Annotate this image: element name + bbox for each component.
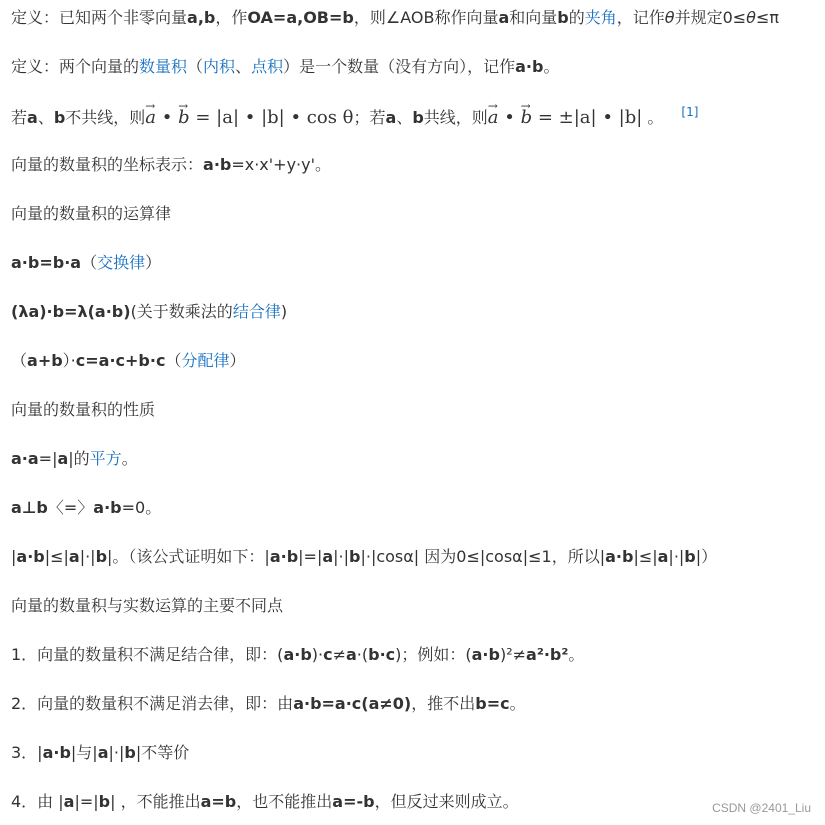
vector-symbol: → b [521, 108, 533, 128]
watermark: CSDN @2401_Liu [712, 801, 811, 815]
text-run: ) [280, 302, 288, 321]
bold-term: a=b [200, 792, 237, 811]
bold-term: b [349, 547, 361, 566]
math-formula: • [156, 107, 179, 128]
bold-term: a·a [11, 449, 39, 468]
text-run: 定义：两个向量的 [11, 57, 140, 76]
vector-symbol: → a [488, 108, 499, 128]
text-line [11, 400, 155, 420]
bold-term: a·b [42, 743, 71, 762]
bold-term: a·b [203, 155, 232, 174]
math-formula: = ±|a| • |b| [532, 107, 643, 128]
encyclopedia-link[interactable]: 交换律 [97, 253, 146, 272]
bold-term: b [412, 108, 424, 127]
bold-term: a·b [515, 57, 544, 76]
text-run: |·| [668, 547, 685, 566]
text-run: （ [187, 57, 204, 76]
text-line [11, 105, 699, 128]
text-run: 。 [509, 694, 526, 713]
bold-term: a·b [605, 547, 634, 566]
text-run: 向量的数量积的性质 [11, 400, 156, 419]
text-run: ≠ [332, 645, 346, 664]
text-line [11, 596, 283, 616]
text-run: 、 [235, 57, 252, 76]
bold-term: a [657, 547, 669, 566]
text-run: 1．向量的数量积不满足结合律，即：( [11, 645, 284, 664]
text-line [11, 302, 287, 322]
text-line [11, 792, 519, 812]
text-line [11, 253, 161, 273]
text-run: |=| [74, 792, 99, 811]
text-run: |≤| [44, 547, 69, 566]
text-run: ） [145, 253, 162, 272]
text-run: 、 [37, 108, 54, 127]
text-run: | ，不能推出 [110, 792, 201, 811]
bold-term: a·b [93, 498, 122, 517]
text-line [11, 57, 559, 77]
text-run: ·( [356, 645, 369, 664]
bold-term: b [53, 108, 66, 127]
vector-symbol: → b [178, 108, 190, 128]
encyclopedia-link[interactable]: 分配律 [181, 351, 230, 370]
text-run: |。（该公式证明如下：| [107, 547, 270, 566]
bold-term: a·b [269, 547, 299, 566]
text-run: ，也不能推出 [236, 792, 333, 811]
text-run: 向量的数量积的运算律 [11, 204, 172, 223]
text-run: 不共线，则 [65, 108, 146, 127]
bold-term: a·b [16, 547, 45, 566]
text-run: |≤| [633, 547, 658, 566]
text-run: |的 [68, 449, 90, 468]
text-run: 并规定0≤ [674, 8, 747, 27]
encyclopedia-link[interactable]: 夹角 [584, 8, 617, 27]
text-line [11, 645, 584, 665]
bold-term: a [63, 792, 75, 811]
text-run: 2．向量的数量积不满足消去律，即：由 [11, 694, 294, 713]
text-line [11, 351, 245, 371]
text-run: ） [229, 351, 246, 370]
text-run: 。 [642, 108, 664, 127]
encyclopedia-link[interactable]: 结合律 [232, 302, 281, 321]
text-run: =0。 [121, 498, 162, 517]
bold-term: a·b [471, 645, 500, 664]
text-run: |与| [70, 743, 98, 762]
text-run: 共线，则 [423, 108, 488, 127]
encyclopedia-link[interactable]: 数量积 [139, 57, 188, 76]
bold-term: a·b [283, 645, 312, 664]
encyclopedia-link[interactable]: 平方 [89, 449, 122, 468]
text-line [11, 547, 717, 567]
text-run: （ [11, 351, 28, 370]
text-run: ，记作 [616, 8, 665, 27]
bold-term: a [498, 8, 510, 27]
bold-term: b [557, 8, 569, 27]
text-run: （ [81, 253, 98, 272]
text-run: 向量的数量积的坐标表示： [11, 155, 204, 174]
italic-symbol: θ [746, 8, 756, 27]
bold-term: a [322, 547, 334, 566]
bold-term: a,b [187, 8, 216, 27]
bold-term: a⊥b [11, 498, 48, 517]
text-run: ，推不出 [411, 694, 476, 713]
bold-term: a+b [27, 351, 63, 370]
bold-term: a [345, 645, 357, 664]
text-run: (关于数乘法的 [130, 302, 233, 321]
bold-term: b=c [475, 694, 510, 713]
text-run: ，则∠AOB称作向量 [353, 8, 499, 27]
text-run: |=| [298, 547, 323, 566]
text-run: ，但反过来则成立。 [374, 792, 519, 811]
text-run: =x·x'+y·y'。 [231, 155, 332, 174]
text-run: 。 [543, 57, 560, 76]
bold-term: a·b=b·a [11, 253, 82, 272]
text-run: 向量的数量积与实数运算的主要不同点 [11, 596, 284, 615]
text-line [11, 8, 779, 28]
text-run: |） [695, 547, 718, 566]
bold-term: a [57, 449, 69, 468]
bold-term: a=-b [332, 792, 375, 811]
text-run: 〈=〉 [47, 498, 94, 517]
text-run: |·|cosα| 因为0≤|cosα|≤1，所以| [360, 547, 606, 566]
text-run: 、 [396, 108, 413, 127]
text-run: | [11, 547, 17, 566]
bold-term: c [323, 645, 333, 664]
text-run: ≤π [755, 8, 779, 27]
encyclopedia-link[interactable]: 点积 [251, 57, 284, 76]
bold-term: a²·b² [526, 645, 569, 664]
bold-term: a [27, 108, 38, 127]
text-run: 若 [11, 108, 28, 127]
text-line [11, 449, 138, 469]
text-run: ，作 [215, 8, 248, 27]
text-run: 3．| [11, 743, 43, 762]
text-run: 的 [568, 8, 585, 27]
text-run: |·| [333, 547, 350, 566]
text-line [11, 498, 161, 518]
bold-term: b·c [368, 645, 396, 664]
text-run: )· [311, 645, 324, 664]
bold-term: c=a·c+b·c [75, 351, 166, 370]
text-run: 。 [121, 449, 138, 468]
math-formula: • [498, 107, 521, 128]
text-run: 。 [568, 645, 585, 664]
text-run: 和向量 [509, 8, 558, 27]
encyclopedia-link[interactable]: 内积 [203, 57, 236, 76]
bold-term: a·b=a·c(a≠0) [293, 694, 412, 713]
text-run: |不等价 [135, 743, 190, 762]
bold-term: b [95, 547, 108, 566]
italic-symbol: θ [664, 8, 675, 27]
bold-term: (λa)·b=λ(a·b) [11, 302, 131, 321]
bold-term: b [98, 792, 111, 811]
math-formula: = |a| • |b| • cos θ [189, 107, 354, 128]
bold-term: OA=a,OB=b [247, 8, 354, 27]
text-line [11, 204, 171, 224]
text-run: 4．由 | [11, 792, 64, 811]
text-line [11, 694, 526, 714]
bold-term: a [97, 743, 109, 762]
text-run: （ [165, 351, 182, 370]
text-run: )²≠ [499, 645, 527, 664]
text-run: ）· [62, 351, 76, 370]
text-line [11, 155, 331, 175]
citation-link[interactable]: [1] [681, 105, 699, 119]
text-run: ）是一个数量（没有方向），记作 [283, 57, 516, 76]
bold-term: b [124, 743, 136, 762]
text-line [11, 743, 189, 763]
bold-term: b [684, 547, 696, 566]
text-run: |·| [108, 743, 125, 762]
text-run: 定义：已知两个非零向量 [11, 8, 188, 27]
text-run: )；例如：( [395, 645, 472, 664]
bold-term: a [68, 547, 80, 566]
bold-term: a [385, 108, 397, 127]
text-run: =| [38, 449, 58, 468]
text-run: ；若 [353, 108, 386, 127]
vector-symbol: → a [145, 108, 156, 128]
text-run: |·| [79, 547, 96, 566]
